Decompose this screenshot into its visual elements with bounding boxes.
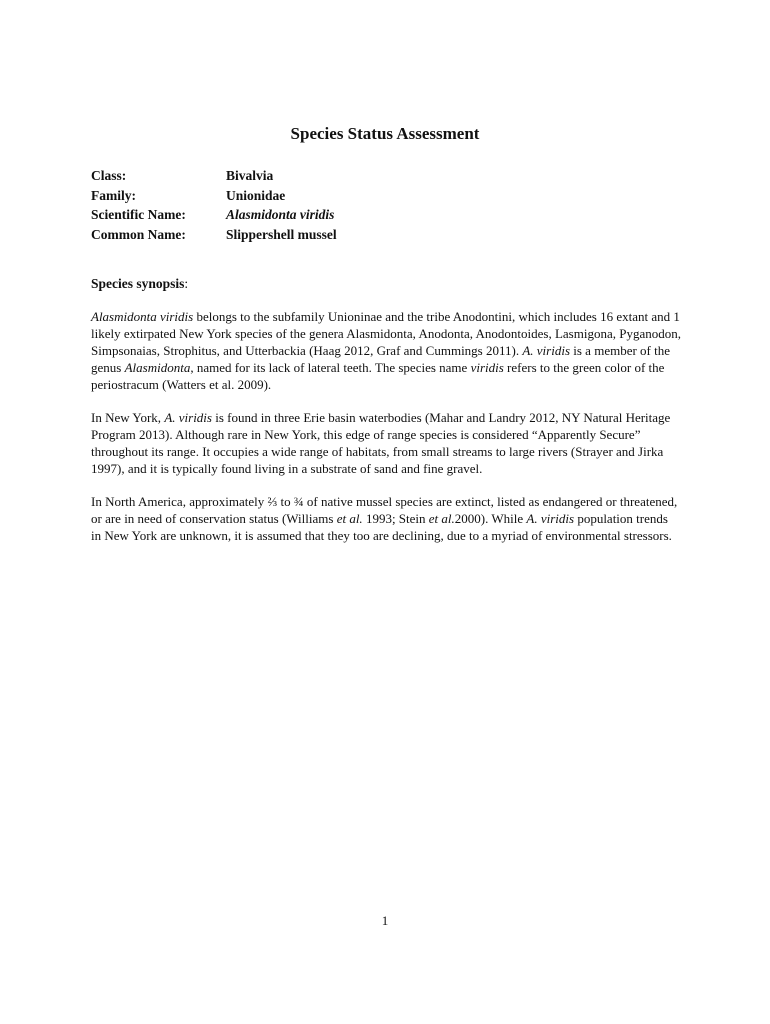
page-title: Species Status Assessment (290, 124, 480, 143)
meta-value: Slippershell mussel (226, 226, 337, 242)
meta-row-class (91, 166, 337, 186)
meta-value: Bivalvia (226, 168, 274, 183)
text-span: et al. (336, 511, 363, 526)
meta-label: Scientific Name: (91, 207, 186, 222)
species-meta-table (91, 166, 337, 244)
paragraph-3 (91, 493, 681, 544)
text-span: refers to the green color of the periostracum (Watters et al. 2009). (91, 360, 665, 392)
meta-row-scientific-name (91, 205, 337, 225)
text-span: et al. (428, 511, 455, 526)
section-heading-text: Species synopsis (91, 276, 185, 291)
meta-value: Alasmidonta viridis (226, 207, 335, 222)
text-span: belongs to the subfamily Unioninae and the tribe Anodontini, which includes 16 extant and 1 likely extirpated New York species of the genera Alasmidonta, Anodonta, Anodontoides, Lasmigona, Pyganodon, Simpsonaias, Strophitus, and Utterbackia (Haag 2012, Graf and Cummings 2011). (91, 309, 681, 358)
text-span: , named for its lack of lateral teeth. The species name (190, 360, 471, 375)
text-span: A. viridis (526, 511, 575, 526)
text-span: 2000). While (454, 511, 527, 526)
text-span: Alasmidonta (124, 360, 191, 375)
text-span: population trends in New York are unknown, it is assumed that they too are declining, due to a myriad of environmental stressors. (91, 511, 672, 543)
document-body (91, 308, 681, 560)
text-span: is found in three Erie basin waterbodies (Mahar and Landry 2012, NY Natural Heritage Program 2013). Although rare in New York, this edge of range species is considered “Apparently Secure” throughout its range. It occupies a wide range of habitats, from small streams to large rivers (Strayer and Jirka 1997), and it is typically found living in a substrate of sand and fine gravel. (91, 410, 671, 476)
text-span: A. viridis (164, 410, 212, 425)
paragraph-2 (91, 409, 681, 477)
meta-row-common-name (91, 225, 337, 245)
text-span: is a member of the genus (91, 343, 671, 375)
text-span: viridis (470, 360, 504, 375)
text-span: A. viridis (522, 343, 571, 358)
meta-label: Common Name: (91, 226, 186, 242)
section-heading (91, 276, 188, 292)
meta-label: Family: (91, 187, 136, 203)
page-number: 1 (381, 913, 389, 928)
text-span: In North America, approximately ⅔ to ¾ of native mussel species are extinct, listed as endangered or threatened, or are in need of conservation status (Williams (91, 494, 678, 526)
paragraph-1 (91, 308, 681, 393)
text-span: 1993; Stein (362, 511, 429, 526)
meta-value: Unionidae (226, 187, 286, 203)
text-span: In New York, (91, 410, 165, 425)
meta-row-family (91, 186, 337, 206)
meta-label: Class: (91, 168, 127, 183)
text-span: Alasmidonta viridis (91, 309, 194, 324)
section-heading-colon: : (184, 276, 189, 291)
